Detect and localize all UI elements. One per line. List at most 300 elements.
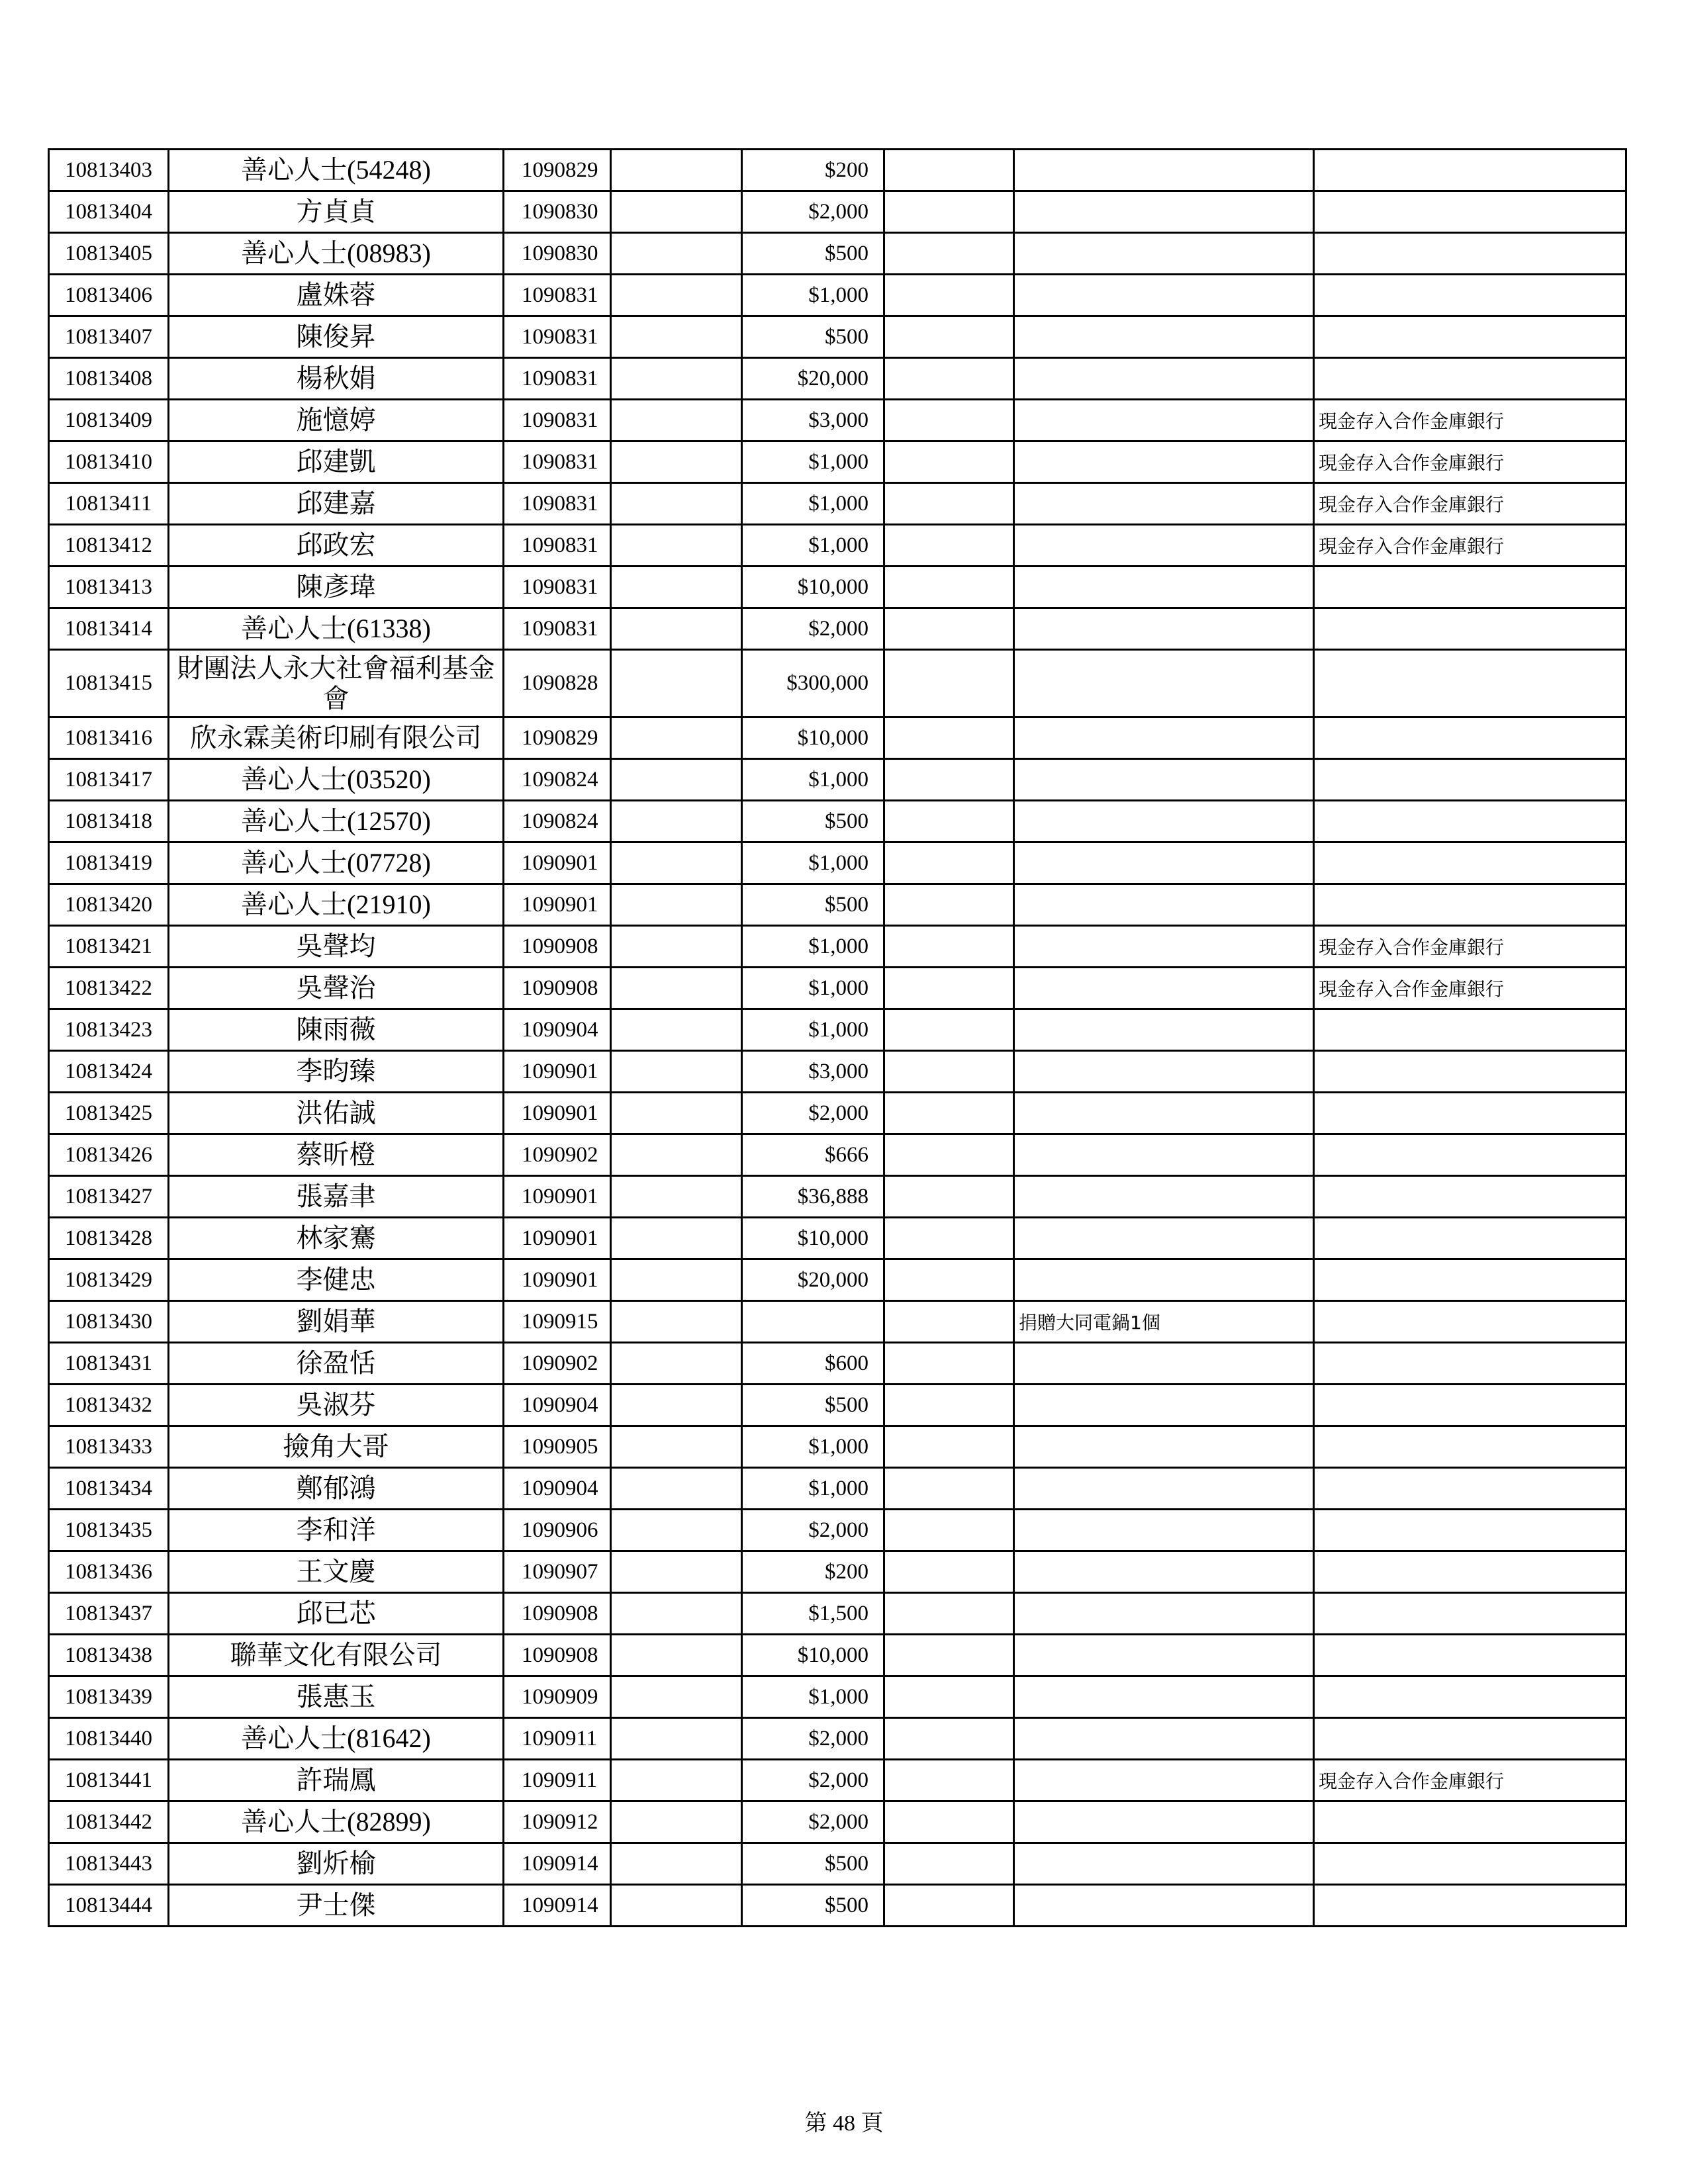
donor-name-cell: 方貞貞 xyxy=(169,191,504,233)
remark-cell: 現金存入合作金庫銀行 xyxy=(1314,926,1626,968)
donor-name-cell: 欣永霖美術印刷有限公司 xyxy=(169,717,504,759)
donor-name-cell: 林家騫 xyxy=(169,1218,504,1259)
in-kind-item-cell xyxy=(1014,717,1314,759)
table-row xyxy=(49,1009,1626,1051)
donation-date-cell: 1090904 xyxy=(504,1385,611,1426)
table-row xyxy=(49,1134,1626,1176)
amount-cell: $600 xyxy=(742,1343,884,1385)
amount-cell: $200 xyxy=(742,150,884,191)
table-row xyxy=(49,1385,1626,1426)
receipt-number-cell: 10813430 xyxy=(49,1301,169,1343)
empty-cell xyxy=(611,1301,742,1343)
table-row xyxy=(49,1635,1626,1676)
table-row xyxy=(49,650,1626,717)
table-row xyxy=(49,968,1626,1009)
empty-cell xyxy=(611,884,742,926)
remark-cell xyxy=(1314,1343,1626,1385)
amount-cell: $1,000 xyxy=(742,1426,884,1468)
empty-cell xyxy=(611,1843,742,1885)
empty-cell xyxy=(611,968,742,1009)
receipt-number-cell: 10813412 xyxy=(49,525,169,567)
empty-cell xyxy=(884,968,1014,1009)
receipt-number-cell: 10813438 xyxy=(49,1635,169,1676)
amount-cell: $1,000 xyxy=(742,525,884,567)
donor-name-cell: 吳淑芬 xyxy=(169,1385,504,1426)
donor-name-cell: 邱建嘉 xyxy=(169,483,504,525)
amount-cell: $666 xyxy=(742,1134,884,1176)
donation-date-cell: 1090830 xyxy=(504,191,611,233)
amount-cell: $3,000 xyxy=(742,400,884,441)
in-kind-item-cell xyxy=(1014,567,1314,608)
table-row xyxy=(49,1593,1626,1635)
table-row xyxy=(49,1551,1626,1593)
empty-cell xyxy=(884,1718,1014,1760)
donation-date-cell: 1090901 xyxy=(504,1259,611,1301)
empty-cell xyxy=(611,608,742,650)
empty-cell xyxy=(884,717,1014,759)
empty-cell xyxy=(884,358,1014,400)
table-row xyxy=(49,884,1626,926)
amount-cell: $10,000 xyxy=(742,1635,884,1676)
table-row xyxy=(49,759,1626,801)
empty-cell xyxy=(611,525,742,567)
donor-name-cell: 善心人士(61338) xyxy=(169,608,504,650)
in-kind-item-cell xyxy=(1014,1718,1314,1760)
remark-cell xyxy=(1314,1093,1626,1134)
remark-cell xyxy=(1314,608,1626,650)
empty-cell xyxy=(611,191,742,233)
amount-cell: $2,000 xyxy=(742,191,884,233)
receipt-number-cell: 10813432 xyxy=(49,1385,169,1426)
remark-cell xyxy=(1314,358,1626,400)
receipt-number-cell: 10813434 xyxy=(49,1468,169,1510)
donation-date-cell: 1090901 xyxy=(504,842,611,884)
empty-cell xyxy=(884,1676,1014,1718)
in-kind-item-cell xyxy=(1014,1760,1314,1801)
remark-cell xyxy=(1314,1134,1626,1176)
table-row xyxy=(49,316,1626,358)
empty-cell xyxy=(884,1468,1014,1510)
receipt-number-cell: 10813418 xyxy=(49,801,169,842)
receipt-number-cell: 10813439 xyxy=(49,1676,169,1718)
empty-cell xyxy=(611,275,742,316)
remark-cell xyxy=(1314,1843,1626,1885)
table-row xyxy=(49,608,1626,650)
empty-cell xyxy=(611,358,742,400)
donation-date-cell: 1090904 xyxy=(504,1468,611,1510)
in-kind-item-cell xyxy=(1014,358,1314,400)
donor-name-cell: 善心人士(82899) xyxy=(169,1801,504,1843)
donation-table xyxy=(48,148,1627,1927)
in-kind-item-cell: 捐贈大同電鍋1個 xyxy=(1014,1301,1314,1343)
empty-cell xyxy=(884,191,1014,233)
empty-cell xyxy=(611,441,742,483)
donor-name-cell: 邱已芯 xyxy=(169,1593,504,1635)
donor-name-cell: 楊秋娟 xyxy=(169,358,504,400)
amount-cell xyxy=(742,1301,884,1343)
receipt-number-cell: 10813410 xyxy=(49,441,169,483)
in-kind-item-cell xyxy=(1014,801,1314,842)
remark-cell xyxy=(1314,1259,1626,1301)
table-row xyxy=(49,525,1626,567)
amount-cell: $10,000 xyxy=(742,1218,884,1259)
amount-cell: $1,000 xyxy=(742,1468,884,1510)
empty-cell xyxy=(611,926,742,968)
empty-cell xyxy=(884,525,1014,567)
amount-cell: $200 xyxy=(742,1551,884,1593)
donor-name-cell: 陳俊昇 xyxy=(169,316,504,358)
remark-cell xyxy=(1314,1593,1626,1635)
in-kind-item-cell xyxy=(1014,441,1314,483)
empty-cell xyxy=(884,1051,1014,1093)
donation-date-cell: 1090831 xyxy=(504,275,611,316)
remark-cell: 現金存入合作金庫銀行 xyxy=(1314,525,1626,567)
amount-cell: $1,000 xyxy=(742,1676,884,1718)
empty-cell xyxy=(611,650,742,717)
empty-cell xyxy=(611,1093,742,1134)
receipt-number-cell: 10813426 xyxy=(49,1134,169,1176)
donation-date-cell: 1090902 xyxy=(504,1134,611,1176)
remark-cell xyxy=(1314,1218,1626,1259)
empty-cell xyxy=(611,1218,742,1259)
receipt-number-cell: 10813431 xyxy=(49,1343,169,1385)
in-kind-item-cell xyxy=(1014,1676,1314,1718)
amount-cell: $2,000 xyxy=(742,1801,884,1843)
amount-cell: $2,000 xyxy=(742,608,884,650)
donor-name-cell: 邱政宏 xyxy=(169,525,504,567)
empty-cell xyxy=(884,1343,1014,1385)
remark-cell xyxy=(1314,759,1626,801)
empty-cell xyxy=(884,801,1014,842)
in-kind-item-cell xyxy=(1014,1510,1314,1551)
remark-cell xyxy=(1314,1301,1626,1343)
table-row xyxy=(49,233,1626,275)
receipt-number-cell: 10813415 xyxy=(49,650,169,717)
empty-cell xyxy=(611,1259,742,1301)
empty-cell xyxy=(611,150,742,191)
empty-cell xyxy=(884,316,1014,358)
donation-date-cell: 1090824 xyxy=(504,801,611,842)
table-row xyxy=(49,1760,1626,1801)
in-kind-item-cell xyxy=(1014,150,1314,191)
table-row xyxy=(49,801,1626,842)
remark-cell xyxy=(1314,150,1626,191)
donor-name-cell: 吳聲均 xyxy=(169,926,504,968)
amount-cell: $1,000 xyxy=(742,1009,884,1051)
empty-cell xyxy=(611,1343,742,1385)
receipt-number-cell: 10813406 xyxy=(49,275,169,316)
in-kind-item-cell xyxy=(1014,650,1314,717)
amount-cell: $1,000 xyxy=(742,483,884,525)
empty-cell xyxy=(884,1134,1014,1176)
donor-name-cell: 吳聲治 xyxy=(169,968,504,1009)
receipt-number-cell: 10813441 xyxy=(49,1760,169,1801)
amount-cell: $1,000 xyxy=(742,759,884,801)
amount-cell: $500 xyxy=(742,233,884,275)
donation-date-cell: 1090901 xyxy=(504,1051,611,1093)
in-kind-item-cell xyxy=(1014,1343,1314,1385)
donation-date-cell: 1090906 xyxy=(504,1510,611,1551)
receipt-number-cell: 10813442 xyxy=(49,1801,169,1843)
donor-name-cell: 撿角大哥 xyxy=(169,1426,504,1468)
receipt-number-cell: 10813433 xyxy=(49,1426,169,1468)
empty-cell xyxy=(611,1426,742,1468)
donation-date-cell: 1090914 xyxy=(504,1843,611,1885)
donation-date-cell: 1090905 xyxy=(504,1426,611,1468)
donation-date-cell: 1090831 xyxy=(504,316,611,358)
table-row xyxy=(49,1259,1626,1301)
table-row xyxy=(49,1301,1626,1343)
amount-cell: $1,500 xyxy=(742,1593,884,1635)
page-number: 第 48 頁 xyxy=(804,2111,884,2136)
in-kind-item-cell xyxy=(1014,1385,1314,1426)
receipt-number-cell: 10813413 xyxy=(49,567,169,608)
remark-cell: 現金存入合作金庫銀行 xyxy=(1314,483,1626,525)
receipt-number-cell: 10813421 xyxy=(49,926,169,968)
donation-date-cell: 1090901 xyxy=(504,1176,611,1218)
amount-cell: $1,000 xyxy=(742,926,884,968)
table-row xyxy=(49,1093,1626,1134)
empty-cell xyxy=(884,842,1014,884)
receipt-number-cell: 10813440 xyxy=(49,1718,169,1760)
table-row xyxy=(49,1051,1626,1093)
donor-name-cell: 善心人士(03520) xyxy=(169,759,504,801)
in-kind-item-cell xyxy=(1014,1051,1314,1093)
remark-cell xyxy=(1314,842,1626,884)
donation-date-cell: 1090909 xyxy=(504,1676,611,1718)
donor-name-cell: 善心人士(12570) xyxy=(169,801,504,842)
remark-cell xyxy=(1314,1885,1626,1927)
remark-cell xyxy=(1314,1426,1626,1468)
donor-name-cell: 善心人士(07728) xyxy=(169,842,504,884)
in-kind-item-cell xyxy=(1014,1635,1314,1676)
receipt-number-cell: 10813404 xyxy=(49,191,169,233)
receipt-number-cell: 10813409 xyxy=(49,400,169,441)
in-kind-item-cell xyxy=(1014,759,1314,801)
table-row xyxy=(49,1218,1626,1259)
remark-cell: 現金存入合作金庫銀行 xyxy=(1314,1760,1626,1801)
donor-name-cell: 王文慶 xyxy=(169,1551,504,1593)
in-kind-item-cell xyxy=(1014,316,1314,358)
empty-cell xyxy=(611,1510,742,1551)
receipt-number-cell: 10813414 xyxy=(49,608,169,650)
empty-cell xyxy=(884,608,1014,650)
amount-cell: $2,000 xyxy=(742,1093,884,1134)
receipt-number-cell: 10813407 xyxy=(49,316,169,358)
remark-cell xyxy=(1314,233,1626,275)
donor-name-cell: 李昀臻 xyxy=(169,1051,504,1093)
in-kind-item-cell xyxy=(1014,842,1314,884)
donation-date-cell: 1090831 xyxy=(504,567,611,608)
empty-cell xyxy=(884,1801,1014,1843)
receipt-number-cell: 10813424 xyxy=(49,1051,169,1093)
empty-cell xyxy=(611,717,742,759)
in-kind-item-cell xyxy=(1014,1093,1314,1134)
table-row xyxy=(49,191,1626,233)
empty-cell xyxy=(884,1385,1014,1426)
table-row xyxy=(49,150,1626,191)
table-row xyxy=(49,1885,1626,1927)
donor-name-cell: 李和洋 xyxy=(169,1510,504,1551)
empty-cell xyxy=(884,1093,1014,1134)
empty-cell xyxy=(611,842,742,884)
donor-name-cell: 蔡昕橙 xyxy=(169,1134,504,1176)
amount-cell: $500 xyxy=(742,1885,884,1927)
receipt-number-cell: 10813437 xyxy=(49,1593,169,1635)
remark-cell xyxy=(1314,1510,1626,1551)
receipt-number-cell: 10813408 xyxy=(49,358,169,400)
empty-cell xyxy=(611,1176,742,1218)
donation-date-cell: 1090902 xyxy=(504,1343,611,1385)
receipt-number-cell: 10813405 xyxy=(49,233,169,275)
empty-cell xyxy=(884,1635,1014,1676)
donation-date-cell: 1090828 xyxy=(504,650,611,717)
empty-cell xyxy=(884,1593,1014,1635)
table-row xyxy=(49,1176,1626,1218)
in-kind-item-cell xyxy=(1014,1176,1314,1218)
amount-cell: $20,000 xyxy=(742,1259,884,1301)
in-kind-item-cell xyxy=(1014,884,1314,926)
receipt-number-cell: 10813435 xyxy=(49,1510,169,1551)
empty-cell xyxy=(884,1218,1014,1259)
empty-cell xyxy=(611,801,742,842)
remark-cell xyxy=(1314,1009,1626,1051)
empty-cell xyxy=(884,275,1014,316)
donation-date-cell: 1090901 xyxy=(504,1093,611,1134)
in-kind-item-cell xyxy=(1014,1885,1314,1927)
remark-cell xyxy=(1314,1468,1626,1510)
empty-cell xyxy=(611,1051,742,1093)
remark-cell xyxy=(1314,316,1626,358)
empty-cell xyxy=(611,1468,742,1510)
receipt-number-cell: 10813443 xyxy=(49,1843,169,1885)
remark-cell xyxy=(1314,717,1626,759)
donor-name-cell: 善心人士(21910) xyxy=(169,884,504,926)
remark-cell xyxy=(1314,1676,1626,1718)
amount-cell: $10,000 xyxy=(742,717,884,759)
empty-cell xyxy=(884,759,1014,801)
empty-cell xyxy=(884,567,1014,608)
in-kind-item-cell xyxy=(1014,275,1314,316)
table-row xyxy=(49,1426,1626,1468)
donation-date-cell: 1090831 xyxy=(504,441,611,483)
donor-name-cell: 聯華文化有限公司 xyxy=(169,1635,504,1676)
table-row xyxy=(49,567,1626,608)
donation-date-cell: 1090908 xyxy=(504,926,611,968)
receipt-number-cell: 10813436 xyxy=(49,1551,169,1593)
empty-cell xyxy=(884,1426,1014,1468)
remark-cell xyxy=(1314,1635,1626,1676)
amount-cell: $1,000 xyxy=(742,842,884,884)
empty-cell xyxy=(884,650,1014,717)
donation-date-cell: 1090831 xyxy=(504,483,611,525)
remark-cell xyxy=(1314,801,1626,842)
remark-cell xyxy=(1314,1051,1626,1093)
in-kind-item-cell xyxy=(1014,1009,1314,1051)
empty-cell xyxy=(884,441,1014,483)
amount-cell: $500 xyxy=(742,884,884,926)
empty-cell xyxy=(884,233,1014,275)
empty-cell xyxy=(884,1301,1014,1343)
remark-cell xyxy=(1314,1551,1626,1593)
empty-cell xyxy=(884,1551,1014,1593)
empty-cell xyxy=(611,1885,742,1927)
in-kind-item-cell xyxy=(1014,968,1314,1009)
remark-cell xyxy=(1314,567,1626,608)
receipt-number-cell: 10813427 xyxy=(49,1176,169,1218)
in-kind-item-cell xyxy=(1014,608,1314,650)
amount-cell: $500 xyxy=(742,801,884,842)
empty-cell xyxy=(611,567,742,608)
in-kind-item-cell xyxy=(1014,483,1314,525)
amount-cell: $1,000 xyxy=(742,968,884,1009)
receipt-number-cell: 10813423 xyxy=(49,1009,169,1051)
empty-cell xyxy=(884,1843,1014,1885)
table-row xyxy=(49,842,1626,884)
donation-date-cell: 1090907 xyxy=(504,1551,611,1593)
remark-cell xyxy=(1314,275,1626,316)
table-row xyxy=(49,1510,1626,1551)
empty-cell xyxy=(884,884,1014,926)
donation-date-cell: 1090830 xyxy=(504,233,611,275)
remark-cell: 現金存入合作金庫銀行 xyxy=(1314,441,1626,483)
donation-date-cell: 1090908 xyxy=(504,1593,611,1635)
empty-cell xyxy=(611,483,742,525)
donor-name-cell: 張嘉聿 xyxy=(169,1176,504,1218)
receipt-number-cell: 10813422 xyxy=(49,968,169,1009)
table-row xyxy=(49,1676,1626,1718)
empty-cell xyxy=(611,1385,742,1426)
donor-name-cell: 劉娟華 xyxy=(169,1301,504,1343)
empty-cell xyxy=(611,233,742,275)
amount-cell: $2,000 xyxy=(742,1718,884,1760)
donation-date-cell: 1090904 xyxy=(504,1009,611,1051)
donation-date-cell: 1090831 xyxy=(504,608,611,650)
amount-cell: $300,000 xyxy=(742,650,884,717)
empty-cell xyxy=(611,1801,742,1843)
in-kind-item-cell xyxy=(1014,1843,1314,1885)
in-kind-item-cell xyxy=(1014,400,1314,441)
receipt-number-cell: 10813417 xyxy=(49,759,169,801)
in-kind-item-cell xyxy=(1014,1134,1314,1176)
amount-cell: $20,000 xyxy=(742,358,884,400)
donation-date-cell: 1090915 xyxy=(504,1301,611,1343)
donor-name-cell: 李健忠 xyxy=(169,1259,504,1301)
amount-cell: $10,000 xyxy=(742,567,884,608)
empty-cell xyxy=(884,1176,1014,1218)
empty-cell xyxy=(884,926,1014,968)
remark-cell xyxy=(1314,1718,1626,1760)
receipt-number-cell: 10813429 xyxy=(49,1259,169,1301)
donation-date-cell: 1090831 xyxy=(504,358,611,400)
empty-cell xyxy=(611,1551,742,1593)
donor-name-cell: 陳雨薇 xyxy=(169,1009,504,1051)
empty-cell xyxy=(611,1009,742,1051)
receipt-number-cell: 10813425 xyxy=(49,1093,169,1134)
donation-date-cell: 1090908 xyxy=(504,968,611,1009)
receipt-number-cell: 10813420 xyxy=(49,884,169,926)
donor-name-cell: 鄭郁鴻 xyxy=(169,1468,504,1510)
empty-cell xyxy=(611,316,742,358)
empty-cell xyxy=(611,1676,742,1718)
table-row xyxy=(49,275,1626,316)
empty-cell xyxy=(884,400,1014,441)
empty-cell xyxy=(611,1635,742,1676)
amount-cell: $2,000 xyxy=(742,1760,884,1801)
donation-date-cell: 1090831 xyxy=(504,400,611,441)
donation-date-cell: 1090829 xyxy=(504,717,611,759)
amount-cell: $1,000 xyxy=(742,275,884,316)
